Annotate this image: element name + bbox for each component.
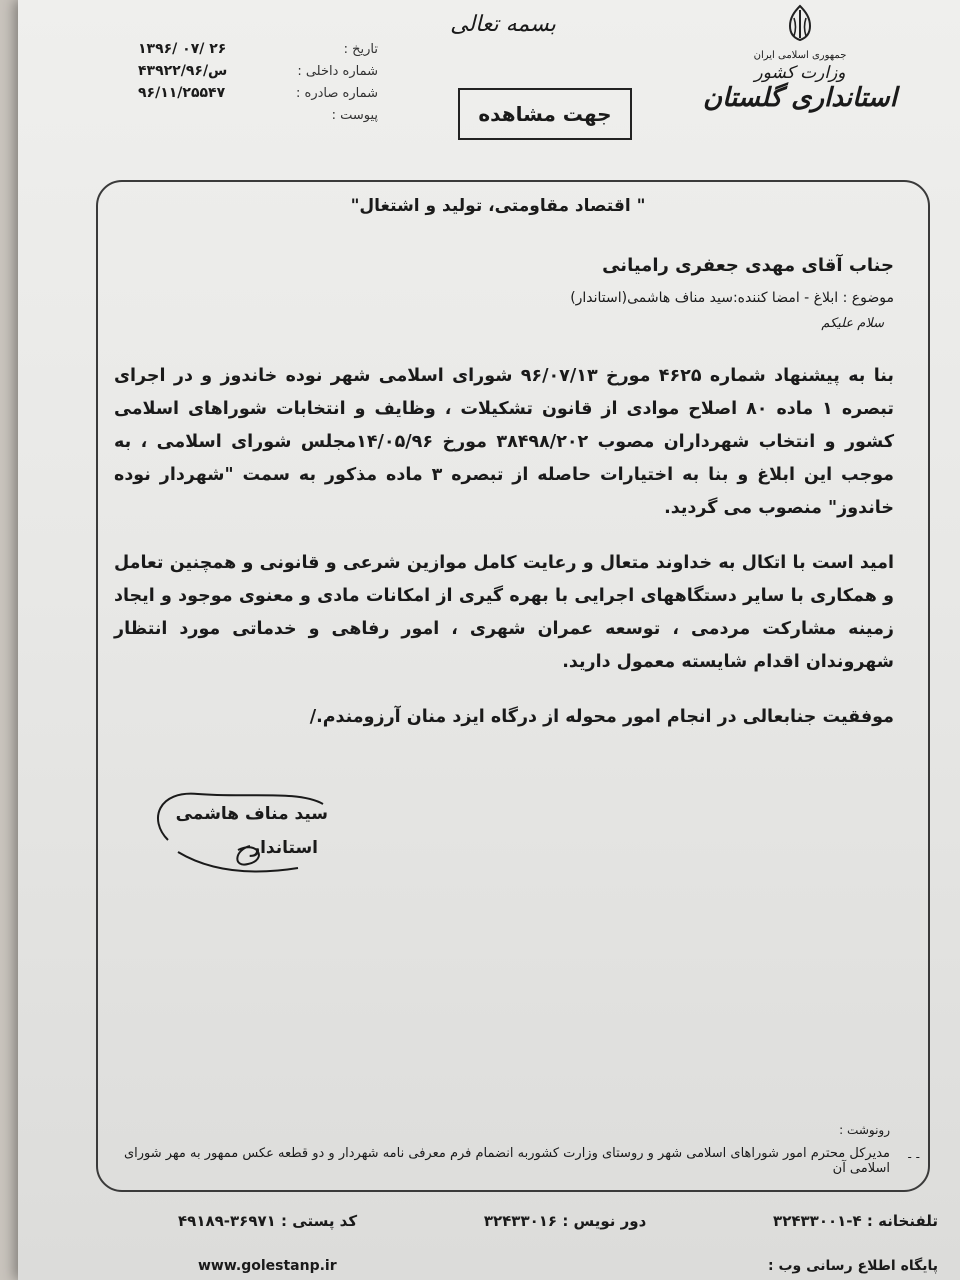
meta-internal-number-label: شماره داخلی : [297, 63, 378, 79]
meta-date-row [138, 38, 378, 60]
letter-recipient: جناب آقای مهدی جعفری رامیانی [602, 255, 894, 276]
footer-fax [484, 1212, 646, 1230]
footer-postal [178, 1212, 357, 1230]
body-paragraph-appointment: بنا به پیشنهاد شماره ۴۶۲۵ مورخ ۹۶/۰۷/۱۳ شورای اسلامی شهر نوده خاندوز و در اجرای تبصره ۱ ماده ۸۰ اصلاح موادی از قانون تشکیلات ، وظایف و انتخابات شوراهای اسلامی کشور و انتخاب شهرداران مصوب ۳۸۴۹۸/۲۰۲ مورخ ۱۴/۰۵/۹۶مجلس شورای اسلامی ، به موجب این ابلاغ و بنا به اختیارات حاصله از تبصره ۳ ماده مذکور به سمت "شهردار نوده خاندوز" منصوب می گردید. [114, 366, 895, 518]
letterhead-logo [700, 4, 900, 113]
footer-contact-row [178, 1212, 938, 1230]
meta-internal-number-row [138, 60, 378, 82]
cc-dashes: - - [907, 1150, 920, 1164]
cc-text: مدیرکل محترم امور شوراهای اسلامی شهر و روستای وزارت کشوربه انضمام فرم معرفی نامه شهردار و دو قطعه عکس ممهور به مهر شورای اسلامی آن [123, 1146, 890, 1176]
letter-page [18, 0, 960, 1280]
meta-attachment-row [138, 104, 378, 126]
meta-issued-number-row [138, 82, 378, 104]
meta-date-value: ۱۳۹۶/ ۰۷/ ۲۶ [138, 41, 227, 57]
meta-internal-number-value: ۴۳۹۲۲/س/۹۶ [138, 63, 228, 79]
cc-label: رونوشت : [839, 1123, 890, 1137]
letter-subject: موضوع : ابلاغ - امضا کننده:سید مناف هاشمی(استاندار) [570, 290, 894, 306]
logo-republic-text: جمهوری اسلامی ایران [753, 50, 847, 61]
signature-block [138, 780, 328, 880]
logo-province-text: استانداری گلستان [703, 83, 897, 113]
meta-issued-number-value: ۹۶/۱۱/۲۵۵۴۷ [138, 85, 226, 101]
meta-date-label: تاریخ : [343, 41, 378, 57]
footer-phone [773, 1212, 938, 1230]
footer-fax-value: ۳۲۴۳۳۰۱۶ [483, 1212, 558, 1230]
letter-body [114, 360, 894, 756]
meta-issued-number-label: شماره صادره : [296, 85, 378, 101]
footer-phone-value: ۴-۳۲۴۳۳۰۰۱ [773, 1212, 862, 1230]
letter-greeting: سلام علیکم [821, 316, 884, 331]
signatory-name: سید مناف هاشمی [175, 804, 328, 824]
iran-emblem-icon [782, 4, 818, 42]
view-stamp: جهت مشاهده [458, 88, 632, 140]
footer-fax-label: دور نویس : [562, 1212, 647, 1230]
footer-web-row [198, 1258, 938, 1274]
footer-postal-value: ۳۶۹۷۱-۴۹۱۸۹ [178, 1212, 276, 1230]
meta-attachment-label: پیوست : [331, 107, 378, 123]
basmala: بسمه تعالی [450, 12, 556, 37]
body-paragraph-hope: امید است با اتکال به خداوند متعال و رعایت کامل موازین شرعی و قانونی و همچنین تعامل و همکاری با سایر دستگاههای اجرایی با بهره گیری از امکانات مادی و معنوی موجود و ایجاد زمینه مشارکت مردمی ، توسعه عمران شهری ، امور رفاهی و خدماتی مورد انتظار شهروندان اقدام شایسته معمول دارید. [114, 553, 894, 672]
footer-portal-label: پایگاه اطلاع رسانی وب : [768, 1258, 938, 1274]
letter-motto: " اقتصاد مقاومتی، تولید و اشتغال" [350, 196, 646, 216]
footer-phone-label: تلفنخانه : [866, 1212, 938, 1230]
signature-scribble-icon [138, 780, 328, 880]
footer-website-link[interactable]: www.golestanp.ir [198, 1258, 337, 1274]
body-paragraph-closing: موفقیت جنابعالی در انجام امور محوله از درگاه ایزد منان آرزومندم./ [309, 707, 894, 727]
letter-meta [138, 38, 378, 126]
footer-postal-label: کد پستی : [281, 1212, 358, 1230]
signatory-title: استاندار [250, 838, 318, 858]
logo-ministry-text: وزارت کشور [754, 63, 846, 83]
